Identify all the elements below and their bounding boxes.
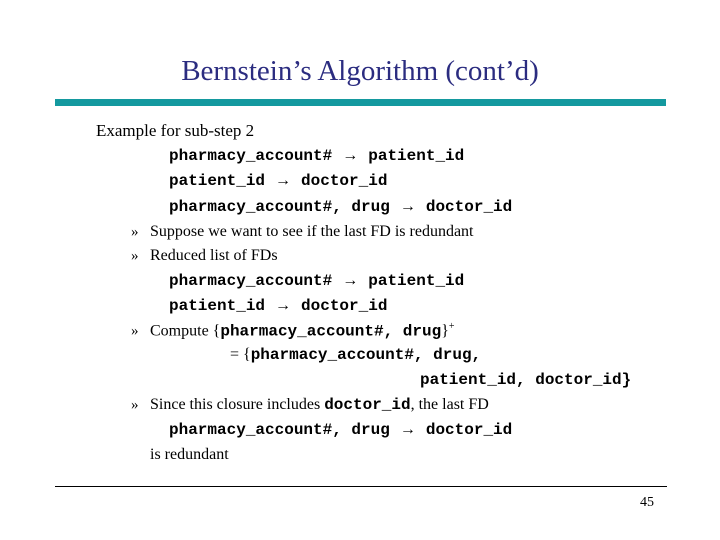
bullet-marker: »: [131, 397, 139, 413]
arrow-icon: →: [275, 297, 292, 314]
reduced-fd-line-1: [169, 272, 464, 290]
closure-attrs-2: patient_id, doctor_id}: [420, 371, 632, 389]
reduced-fd-line-2: [169, 297, 387, 315]
fd-rhs: patient_id: [368, 147, 465, 165]
bullet-marker: »: [131, 248, 139, 264]
fd-lhs: patient_id: [169, 172, 266, 190]
fd-line-1: [169, 147, 464, 165]
arrow-icon: →: [275, 172, 292, 189]
fd-rhs: doctor_id: [425, 421, 513, 439]
intro-text: Example for sub-step 2: [96, 121, 255, 140]
bullet-marker: »: [131, 224, 139, 240]
bullet-4: [150, 396, 489, 414]
closure-line-2: [420, 371, 631, 389]
arrow-icon: →: [342, 272, 359, 289]
title-underline: [55, 99, 666, 106]
bullet-1-text: Suppose we want to see if the last FD is redundant: [150, 223, 474, 240]
conclusion-text: is redundant: [150, 446, 229, 463]
bullet-2-text: Reduced list of FDs: [150, 247, 278, 264]
bullet-3-code: pharmacy_account#, drug: [220, 322, 442, 341]
fd-rhs: patient_id: [368, 272, 465, 290]
fd-rhs: doctor_id: [425, 198, 513, 216]
fd-line-2: [169, 172, 387, 190]
bullet-4-pre: Since this closure includes: [150, 396, 325, 413]
arrow-icon: →: [342, 147, 359, 164]
bullet-4-code: doctor_id: [324, 396, 411, 414]
closure-attrs-1: pharmacy_account#, drug,: [250, 346, 482, 364]
closure-plus: +: [448, 321, 455, 332]
bullet-3-text: Compute {: [150, 322, 221, 340]
fd-lhs: pharmacy_account#: [169, 147, 333, 165]
bullet-3: [150, 321, 455, 340]
arrow-icon: →: [399, 421, 416, 438]
bullet-4-post: , the last FD: [410, 396, 489, 413]
fd-lhs: patient_id: [169, 297, 266, 315]
fd-lhs: pharmacy_account#, drug: [169, 198, 390, 216]
bullet-marker: »: [131, 323, 139, 339]
page-number: 45: [640, 495, 654, 510]
fd-rhs: doctor_id: [301, 172, 388, 190]
fd-rhs: doctor_id: [301, 297, 388, 315]
footer-rule: [55, 486, 667, 487]
closure-line-1: [230, 346, 481, 364]
last-fd-line: [169, 421, 512, 439]
bullet-3-close: }: [441, 322, 449, 340]
closure-eq: = {: [230, 346, 251, 363]
fd-line-3: [169, 198, 512, 216]
arrow-icon: →: [399, 198, 416, 215]
slide-title: Bernstein’s Algorithm (cont’d): [181, 55, 539, 87]
fd-lhs: pharmacy_account#: [169, 272, 333, 290]
fd-lhs: pharmacy_account#, drug: [169, 421, 390, 439]
